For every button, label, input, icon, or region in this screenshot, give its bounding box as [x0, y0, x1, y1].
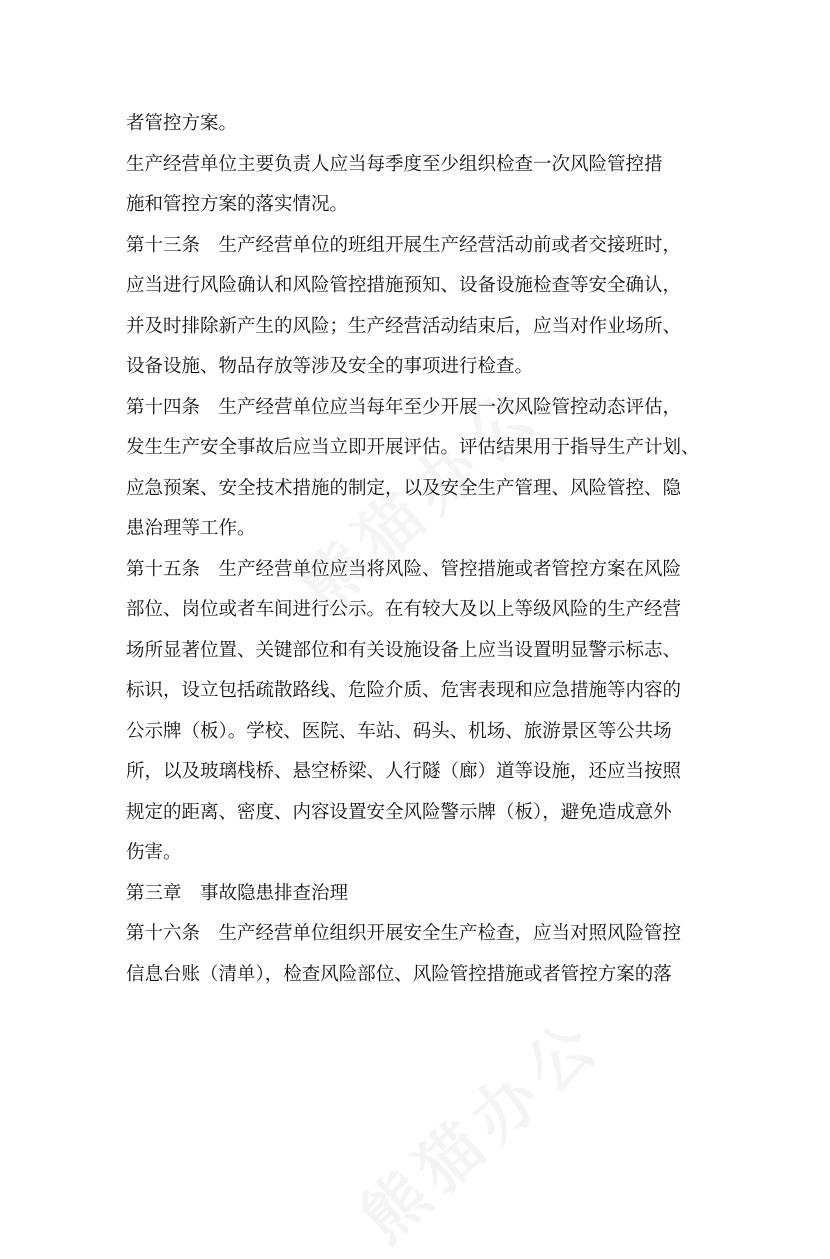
text-line: 信息台账（清单），检查风险部位、风险管控措施或者管控方案的落 — [126, 963, 672, 985]
text-line: 应当进行风险确认和风险管控措施预知、设备设施检查等安全确认， — [126, 275, 682, 296]
text-line: 伤害。 — [126, 842, 182, 863]
text-line: 场所显著位置、关键部位和有关设施设备上应当设置明显警示标志、 — [126, 639, 682, 661]
document-body — [126, 104, 716, 995]
text-line: 规定的距离、密度、内容设置安全风险警示牌（板），避免造成意外 — [126, 801, 672, 823]
text-line: 应急预案、安全技术措施的制定，以及安全生产管理、风险管控、隐 — [126, 477, 682, 499]
text-line: 标识，设立包括疏散路线、危险介质、危害表现和应急措施等内容的 — [126, 680, 682, 701]
chapter-3-heading: 第三章 事故隐患排查治理 — [126, 882, 349, 904]
article-14-heading-line: 第十四条 生产经营单位应当每年至少开展一次风险管控动态评估， — [126, 396, 682, 418]
text-line: 施和管控方案的落实情况。 — [126, 194, 349, 215]
text-line: 者管控方案。 — [126, 113, 238, 134]
text-line: 设备设施、物品存放等涉及安全的事项进行检查。 — [126, 356, 534, 377]
article-15-heading-line: 第十五条 生产经营单位应当将风险、管控措施或者管控方案在风险 — [126, 558, 682, 580]
text-line: 并及时排除新产生的风险；生产经营活动结束后，应当对作业场所、 — [126, 315, 682, 337]
text-line: 发生生产安全事故后应当立即开展评估。评估结果用于指导生产计划、 — [126, 437, 700, 458]
text-line: 部位、岗位或者车间进行公示。在有较大及以上等级风险的生产经营 — [126, 599, 682, 620]
article-16-heading-line: 第十六条 生产经营单位组织开展安全生产检查，应当对照风险管控 — [126, 923, 682, 944]
article-13-heading-line: 第十三条 生产经营单位的班组开展生产经营活动前或者交接班时， — [126, 234, 682, 256]
text-line: 生产经营单位主要负责人应当每季度至少组织检查一次风险管控措 — [126, 153, 663, 175]
text-line: 所，以及玻璃栈桥、悬空桥梁、人行隧（廊）道等设施，还应当按照 — [126, 761, 682, 782]
watermark — [337, 993, 619, 1259]
text-line: 患治理等工作。 — [126, 518, 256, 539]
text-line: 公示牌（板）。学校、医院、车站、码头、机场、旅游景区等公共场 — [126, 720, 672, 742]
